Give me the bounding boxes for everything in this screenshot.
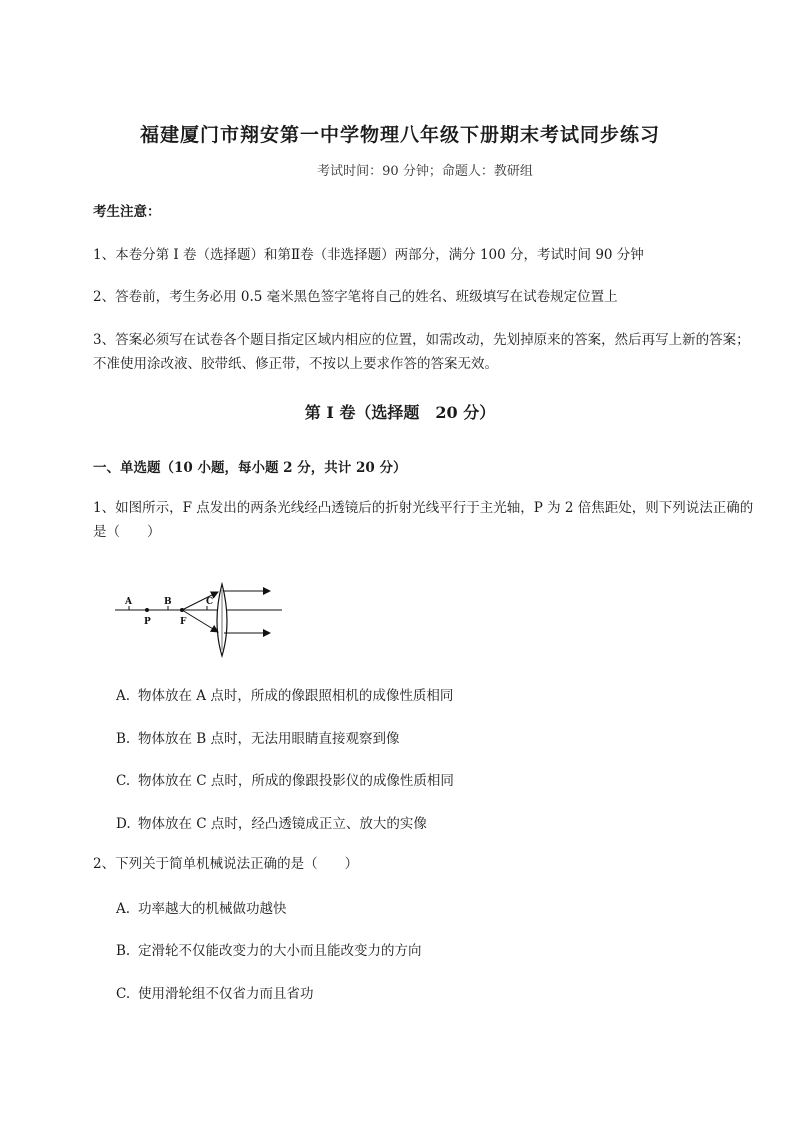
option-letter: B. [116, 731, 131, 747]
exam-title: 福建厦门市翔安第一中学物理八年级下册期末考试同步练习 [139, 124, 660, 146]
exam-subtitle: 考试时间：90 分钟；命题人：教研组 [317, 164, 533, 179]
question-1-option-c [116, 771, 454, 791]
ray-lower-incident [182, 610, 218, 632]
option-letter: C. [116, 773, 131, 789]
point-p [145, 608, 149, 612]
question-2-option-c [116, 984, 314, 1004]
notice-item-1: 1、本卷分第 I 卷（选择题）和第Ⅱ卷（非选择题）两部分，满分 100 分，考试时间 90 分钟 [93, 247, 644, 263]
lens-ray-diagram [110, 582, 290, 662]
notice-heading: 考生注意： [93, 204, 161, 220]
label-f: F [180, 617, 187, 627]
notice-item-3: 3、答案必须写在试卷各个题目指定区域内相应的位置，如需改动，先划掉原来的答案，然后再写上新的答案；不准使用涂改液、胶带纸、修正带，不按以上要求作答的答案无效。 [93, 332, 750, 372]
label-b: B [164, 597, 172, 607]
option-text: 物体放在 C 点时，经凸透镜成正立、放大的实像 [138, 816, 427, 832]
question-2-stem: 2、下列关于简单机械说法正确的是（ ） [93, 856, 359, 872]
option-letter: B. [116, 943, 131, 959]
option-text: 使用滑轮组不仅省力而且省功 [138, 986, 314, 1002]
question-1-option-b [116, 729, 400, 749]
notice-item-2: 2、答卷前，考生务必用 0.5 毫米黑色签字笔将自己的姓名、班级填写在试卷规定位置上 [93, 289, 618, 305]
option-letter: C. [116, 986, 131, 1002]
option-letter: A. [116, 688, 131, 704]
label-a: A [125, 597, 132, 607]
question-1-stem: 1、如图所示，F 点发出的两条光线经凸透镜后的折射光线平行于主光轴，P 为 2 倍焦距处，则下列说法正确的是（ ） [93, 500, 754, 540]
label-p: P [144, 617, 151, 627]
option-text: 定滑轮不仅能改变力的大小而且能改变力的方向 [138, 943, 422, 959]
label-c: C [206, 597, 214, 607]
option-letter: A. [116, 901, 131, 917]
question-2-option-b [116, 941, 422, 961]
option-text: 物体放在 B 点时，无法用眼睛直接观察到像 [138, 731, 400, 747]
question-1-option-a [116, 686, 453, 706]
question-2-option-a [116, 899, 287, 919]
part-heading: 一、单选题（10 小题，每小题 2 分，共计 20 分） [93, 460, 407, 476]
section-title: 第 I 卷（选择题 20 分） [304, 403, 496, 422]
option-text: 物体放在 A 点时，所成的像跟照相机的成像性质相同 [138, 688, 454, 704]
option-letter: D. [116, 816, 131, 832]
question-1-option-d [116, 814, 427, 834]
option-text: 功率越大的机械做功越快 [138, 901, 287, 917]
option-text: 物体放在 C 点时，所成的像跟投影仪的成像性质相同 [138, 773, 454, 789]
